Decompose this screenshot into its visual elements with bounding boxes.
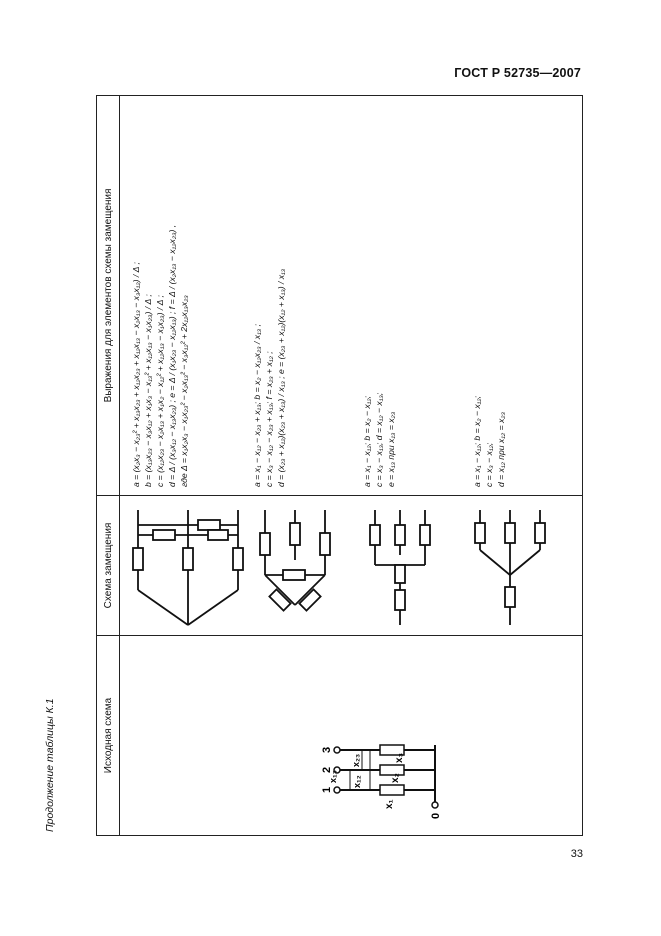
source-terminal-0: 0 (430, 812, 442, 819)
equivalent-schemes-cell (120, 496, 583, 636)
formula-line: c = (x₁₂x₂₃ − x₂x₁₃ + x₁x₂ − x₁₂² + x₁₂x₁₃ − x₁x₂₃) / Δ ; (155, 295, 165, 487)
table-header-row (97, 96, 120, 836)
label-x23: x₂₃ (351, 753, 361, 767)
table-caption: Продолжение таблицы К.1 (44, 698, 56, 832)
source-terminal-2: 2 (321, 766, 333, 773)
header-source-scheme: Исходная схема (97, 636, 120, 836)
formula-line: a = x₁ − x₁₂; b = x₂ − x₁₂; (362, 395, 372, 487)
label-x12: x₁₂ (352, 775, 362, 788)
source-terminal-1: 1 (321, 786, 333, 793)
header-expressions: Выражения для элементов схемы замещения (97, 96, 120, 496)
formula-line: d = x₁₂ при x₁₂ = x₂₃ (496, 412, 506, 487)
formulas-scheme-4 (465, 87, 513, 495)
formula-line: a = x₁ − x₁₂ − x₂₃ + x₁₃; b = x₂ − x₁₂x₂₃ / x₁₃ ; (252, 324, 262, 487)
formula-line: e = x₁₃ при x₁₃ = x₂₃ (386, 411, 396, 487)
formula-line: d = (x₂₃ + x₁₂)(x₂₃ + x₁₃) / x₁₃ ; e = (x₂₃ + x₁₂)(x₁₂ + x₁₃) / x₁₃ (276, 268, 286, 487)
table-body-row (120, 96, 583, 836)
label-x2: x₂ (390, 772, 401, 783)
equivalent-circuits (120, 495, 582, 635)
formula-line: c = x₃ − x₁₃; d = x₁₂ − x₁₃; (374, 392, 384, 487)
label-x3: x₃ (394, 752, 405, 763)
formula-line: c = x₃ − x₁₂ − x₂₃ + x₁₃; f = x₂₃ + x₁₂ ; (264, 351, 274, 487)
header-equivalent-scheme: Схема замещения (97, 496, 120, 636)
page-number: 33 (570, 848, 583, 860)
formulas-scheme-3 (355, 87, 403, 495)
formula-line: где Δ = x₁x₂x₃ − x₁x₂₃² − x₂x₁₃² − x₃x₁₂² + 2x₁₂x₁₃x₂₃ (179, 295, 189, 487)
standard-header: ГОСТ Р 52735—2007 (454, 66, 581, 80)
source-circuit-diagram (120, 635, 582, 835)
equivalent-circuit-table (96, 95, 583, 836)
formula-line: d = Δ / (x₃x₁₂ − x₁₃x₂₃) ; e = Δ / (x₁x₂₃ − x₁₂x₁₃) ; f = Δ / (x₂x₁₃ − x₁₂x₂₃) , (167, 224, 177, 487)
formula-line: a = (x₂x₃ − x₂₃² + x₁₃x₂₃ + x₁₂x₂₃ + x₁₂x₁₃ − x₂x₁₃ − x₃x₁₂) / Δ ; (131, 262, 141, 487)
formula-line: b = (x₁₃x₂₃ − x₃x₁₂ + x₁x₃ − x₁₃² + x₁₂x₁₃ − x₁x₂₃) / Δ ; (143, 294, 153, 487)
source-terminal-3: 3 (321, 746, 333, 753)
formulas-scheme-2 (245, 87, 293, 495)
source-scheme-cell (120, 636, 583, 836)
formulas-scheme-1 (124, 87, 196, 495)
formula-line: a = x₁ − x₁₂; b = x₂ − x₁₂; (472, 395, 482, 487)
label-x13: x₁₃ (328, 770, 338, 783)
label-x1: x₁ (384, 799, 395, 809)
rotated-table-container (96, 96, 581, 836)
expressions-cell (120, 96, 583, 496)
formula-line: c = x₃ − x₁₂; (484, 442, 494, 487)
